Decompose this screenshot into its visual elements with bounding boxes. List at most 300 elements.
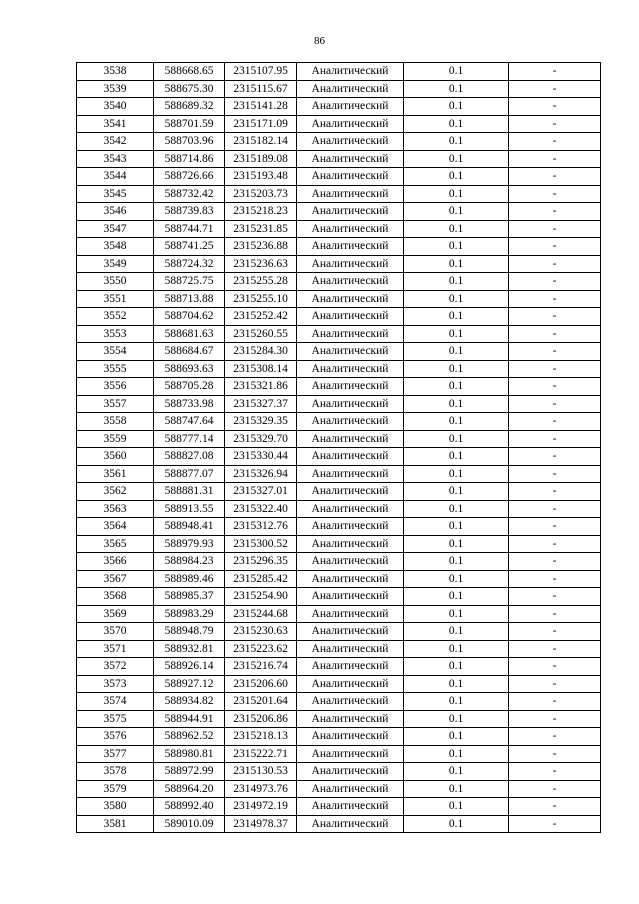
y-coordinate-cell: 2315189.08 <box>225 150 297 168</box>
y-coordinate-cell: 2315244.68 <box>225 605 297 623</box>
coordinates-table-body <box>77 63 601 833</box>
accuracy-cell: 0.1 <box>404 570 509 588</box>
point-number-cell: 3562 <box>77 483 154 501</box>
table-row <box>77 780 601 798</box>
table-row <box>77 710 601 728</box>
accuracy-cell: 0.1 <box>404 255 509 273</box>
method-cell: Аналитический <box>297 133 404 151</box>
table-row <box>77 238 601 256</box>
point-number-cell: 3566 <box>77 553 154 571</box>
accuracy-cell: 0.1 <box>404 360 509 378</box>
y-coordinate-cell: 2315284.30 <box>225 343 297 361</box>
accuracy-cell: 0.1 <box>404 63 509 81</box>
method-cell: Аналитический <box>297 98 404 116</box>
x-coordinate-cell: 588881.31 <box>154 483 225 501</box>
accuracy-cell: 0.1 <box>404 535 509 553</box>
note-cell: - <box>509 395 601 413</box>
method-cell: Аналитический <box>297 815 404 833</box>
y-coordinate-cell: 2314972.19 <box>225 798 297 816</box>
y-coordinate-cell: 2315182.14 <box>225 133 297 151</box>
method-cell: Аналитический <box>297 308 404 326</box>
accuracy-cell: 0.1 <box>404 80 509 98</box>
table-row <box>77 798 601 816</box>
point-number-cell: 3564 <box>77 518 154 536</box>
point-number-cell: 3538 <box>77 63 154 81</box>
accuracy-cell: 0.1 <box>404 133 509 151</box>
method-cell: Аналитический <box>297 518 404 536</box>
accuracy-cell: 0.1 <box>404 815 509 833</box>
y-coordinate-cell: 2315141.28 <box>225 98 297 116</box>
method-cell: Аналитический <box>297 588 404 606</box>
y-coordinate-cell: 2315193.48 <box>225 168 297 186</box>
accuracy-cell: 0.1 <box>404 658 509 676</box>
method-cell: Аналитический <box>297 675 404 693</box>
x-coordinate-cell: 588704.62 <box>154 308 225 326</box>
accuracy-cell: 0.1 <box>404 675 509 693</box>
x-coordinate-cell: 589010.09 <box>154 815 225 833</box>
point-number-cell: 3576 <box>77 728 154 746</box>
note-cell: - <box>509 325 601 343</box>
accuracy-cell: 0.1 <box>404 640 509 658</box>
accuracy-cell: 0.1 <box>404 553 509 571</box>
note-cell: - <box>509 780 601 798</box>
point-number-cell: 3579 <box>77 780 154 798</box>
accuracy-cell: 0.1 <box>404 728 509 746</box>
note-cell: - <box>509 238 601 256</box>
y-coordinate-cell: 2315296.35 <box>225 553 297 571</box>
x-coordinate-cell: 588705.28 <box>154 378 225 396</box>
table-row <box>77 500 601 518</box>
table-row <box>77 693 601 711</box>
accuracy-cell: 0.1 <box>404 220 509 238</box>
accuracy-cell: 0.1 <box>404 623 509 641</box>
note-cell: - <box>509 168 601 186</box>
point-number-cell: 3565 <box>77 535 154 553</box>
point-number-cell: 3539 <box>77 80 154 98</box>
note-cell: - <box>509 273 601 291</box>
note-cell: - <box>509 535 601 553</box>
point-number-cell: 3568 <box>77 588 154 606</box>
table-row <box>77 675 601 693</box>
table-row <box>77 80 601 98</box>
method-cell: Аналитический <box>297 378 404 396</box>
y-coordinate-cell: 2315327.01 <box>225 483 297 501</box>
table-row <box>77 535 601 553</box>
accuracy-cell: 0.1 <box>404 308 509 326</box>
x-coordinate-cell: 588934.82 <box>154 693 225 711</box>
accuracy-cell: 0.1 <box>404 290 509 308</box>
note-cell: - <box>509 150 601 168</box>
point-number-cell: 3578 <box>77 763 154 781</box>
note-cell: - <box>509 465 601 483</box>
table-row <box>77 605 601 623</box>
note-cell: - <box>509 693 601 711</box>
y-coordinate-cell: 2315218.13 <box>225 728 297 746</box>
x-coordinate-cell: 588724.32 <box>154 255 225 273</box>
note-cell: - <box>509 588 601 606</box>
note-cell: - <box>509 675 601 693</box>
y-coordinate-cell: 2315252.42 <box>225 308 297 326</box>
accuracy-cell: 0.1 <box>404 448 509 466</box>
note-cell: - <box>509 220 601 238</box>
y-coordinate-cell: 2315330.44 <box>225 448 297 466</box>
table-row <box>77 360 601 378</box>
note-cell: - <box>509 710 601 728</box>
table-row <box>77 430 601 448</box>
y-coordinate-cell: 2315326.94 <box>225 465 297 483</box>
method-cell: Аналитический <box>297 535 404 553</box>
table-row <box>77 290 601 308</box>
method-cell: Аналитический <box>297 483 404 501</box>
y-coordinate-cell: 2314973.76 <box>225 780 297 798</box>
x-coordinate-cell: 588979.93 <box>154 535 225 553</box>
method-cell: Аналитический <box>297 553 404 571</box>
table-row <box>77 325 601 343</box>
point-number-cell: 3554 <box>77 343 154 361</box>
point-number-cell: 3577 <box>77 745 154 763</box>
method-cell: Аналитический <box>297 623 404 641</box>
y-coordinate-cell: 2315216.74 <box>225 658 297 676</box>
x-coordinate-cell: 588713.88 <box>154 290 225 308</box>
table-row <box>77 658 601 676</box>
point-number-cell: 3548 <box>77 238 154 256</box>
note-cell: - <box>509 360 601 378</box>
point-number-cell: 3580 <box>77 798 154 816</box>
table-row <box>77 150 601 168</box>
y-coordinate-cell: 2315312.76 <box>225 518 297 536</box>
method-cell: Аналитический <box>297 395 404 413</box>
table-row <box>77 63 601 81</box>
accuracy-cell: 0.1 <box>404 588 509 606</box>
accuracy-cell: 0.1 <box>404 465 509 483</box>
y-coordinate-cell: 2315223.62 <box>225 640 297 658</box>
table-row <box>77 815 601 833</box>
accuracy-cell: 0.1 <box>404 483 509 501</box>
point-number-cell: 3552 <box>77 308 154 326</box>
point-number-cell: 3551 <box>77 290 154 308</box>
x-coordinate-cell: 588964.20 <box>154 780 225 798</box>
method-cell: Аналитический <box>297 273 404 291</box>
point-number-cell: 3574 <box>77 693 154 711</box>
note-cell: - <box>509 553 601 571</box>
note-cell: - <box>509 815 601 833</box>
y-coordinate-cell: 2315322.40 <box>225 500 297 518</box>
point-number-cell: 3559 <box>77 430 154 448</box>
y-coordinate-cell: 2315327.37 <box>225 395 297 413</box>
method-cell: Аналитический <box>297 325 404 343</box>
note-cell: - <box>509 115 601 133</box>
note-cell: - <box>509 518 601 536</box>
point-number-cell: 3553 <box>77 325 154 343</box>
y-coordinate-cell: 2315308.14 <box>225 360 297 378</box>
accuracy-cell: 0.1 <box>404 325 509 343</box>
x-coordinate-cell: 588985.37 <box>154 588 225 606</box>
x-coordinate-cell: 588944.91 <box>154 710 225 728</box>
method-cell: Аналитический <box>297 203 404 221</box>
point-number-cell: 3541 <box>77 115 154 133</box>
point-number-cell: 3546 <box>77 203 154 221</box>
note-cell: - <box>509 255 601 273</box>
method-cell: Аналитический <box>297 255 404 273</box>
x-coordinate-cell: 588714.86 <box>154 150 225 168</box>
accuracy-cell: 0.1 <box>404 605 509 623</box>
table-row <box>77 115 601 133</box>
point-number-cell: 3567 <box>77 570 154 588</box>
accuracy-cell: 0.1 <box>404 710 509 728</box>
accuracy-cell: 0.1 <box>404 763 509 781</box>
point-number-cell: 3549 <box>77 255 154 273</box>
y-coordinate-cell: 2315255.28 <box>225 273 297 291</box>
note-cell: - <box>509 63 601 81</box>
x-coordinate-cell: 588739.83 <box>154 203 225 221</box>
x-coordinate-cell: 588675.30 <box>154 80 225 98</box>
note-cell: - <box>509 605 601 623</box>
note-cell: - <box>509 290 601 308</box>
method-cell: Аналитический <box>297 185 404 203</box>
point-number-cell: 3540 <box>77 98 154 116</box>
method-cell: Аналитический <box>297 640 404 658</box>
x-coordinate-cell: 588684.67 <box>154 343 225 361</box>
y-coordinate-cell: 2315222.71 <box>225 745 297 763</box>
x-coordinate-cell: 588681.63 <box>154 325 225 343</box>
point-number-cell: 3570 <box>77 623 154 641</box>
x-coordinate-cell: 588744.71 <box>154 220 225 238</box>
note-cell: - <box>509 80 601 98</box>
point-number-cell: 3558 <box>77 413 154 431</box>
table-row <box>77 483 601 501</box>
accuracy-cell: 0.1 <box>404 518 509 536</box>
table-row <box>77 623 601 641</box>
y-coordinate-cell: 2315130.53 <box>225 763 297 781</box>
method-cell: Аналитический <box>297 605 404 623</box>
table-row <box>77 255 601 273</box>
accuracy-cell: 0.1 <box>404 115 509 133</box>
method-cell: Аналитический <box>297 798 404 816</box>
x-coordinate-cell: 588741.25 <box>154 238 225 256</box>
accuracy-cell: 0.1 <box>404 185 509 203</box>
point-number-cell: 3561 <box>77 465 154 483</box>
point-number-cell: 3560 <box>77 448 154 466</box>
table-row <box>77 395 601 413</box>
table-row <box>77 203 601 221</box>
x-coordinate-cell: 588689.32 <box>154 98 225 116</box>
x-coordinate-cell: 588693.63 <box>154 360 225 378</box>
x-coordinate-cell: 588992.40 <box>154 798 225 816</box>
table-row <box>77 570 601 588</box>
method-cell: Аналитический <box>297 80 404 98</box>
x-coordinate-cell: 588927.12 <box>154 675 225 693</box>
accuracy-cell: 0.1 <box>404 413 509 431</box>
y-coordinate-cell: 2315300.52 <box>225 535 297 553</box>
accuracy-cell: 0.1 <box>404 745 509 763</box>
accuracy-cell: 0.1 <box>404 693 509 711</box>
method-cell: Аналитический <box>297 360 404 378</box>
method-cell: Аналитический <box>297 115 404 133</box>
method-cell: Аналитический <box>297 63 404 81</box>
coordinates-table <box>76 62 601 833</box>
x-coordinate-cell: 588972.99 <box>154 763 225 781</box>
table-row <box>77 640 601 658</box>
method-cell: Аналитический <box>297 343 404 361</box>
table-row <box>77 343 601 361</box>
note-cell: - <box>509 623 601 641</box>
y-coordinate-cell: 2315231.85 <box>225 220 297 238</box>
note-cell: - <box>509 413 601 431</box>
method-cell: Аналитический <box>297 780 404 798</box>
table-row <box>77 588 601 606</box>
point-number-cell: 3550 <box>77 273 154 291</box>
x-coordinate-cell: 588983.29 <box>154 605 225 623</box>
table-row <box>77 448 601 466</box>
method-cell: Аналитический <box>297 658 404 676</box>
accuracy-cell: 0.1 <box>404 238 509 256</box>
method-cell: Аналитический <box>297 150 404 168</box>
method-cell: Аналитический <box>297 290 404 308</box>
accuracy-cell: 0.1 <box>404 168 509 186</box>
x-coordinate-cell: 588726.66 <box>154 168 225 186</box>
y-coordinate-cell: 2315107.95 <box>225 63 297 81</box>
y-coordinate-cell: 2315260.55 <box>225 325 297 343</box>
x-coordinate-cell: 588984.23 <box>154 553 225 571</box>
method-cell: Аналитический <box>297 465 404 483</box>
accuracy-cell: 0.1 <box>404 378 509 396</box>
y-coordinate-cell: 2315206.60 <box>225 675 297 693</box>
x-coordinate-cell: 588732.42 <box>154 185 225 203</box>
note-cell: - <box>509 98 601 116</box>
point-number-cell: 3547 <box>77 220 154 238</box>
table-row <box>77 168 601 186</box>
y-coordinate-cell: 2315329.70 <box>225 430 297 448</box>
method-cell: Аналитический <box>297 570 404 588</box>
table-row <box>77 728 601 746</box>
accuracy-cell: 0.1 <box>404 273 509 291</box>
y-coordinate-cell: 2315206.86 <box>225 710 297 728</box>
note-cell: - <box>509 763 601 781</box>
method-cell: Аналитический <box>297 763 404 781</box>
point-number-cell: 3543 <box>77 150 154 168</box>
note-cell: - <box>509 745 601 763</box>
table-row <box>77 273 601 291</box>
x-coordinate-cell: 588948.41 <box>154 518 225 536</box>
note-cell: - <box>509 483 601 501</box>
x-coordinate-cell: 588913.55 <box>154 500 225 518</box>
y-coordinate-cell: 2315321.86 <box>225 378 297 396</box>
note-cell: - <box>509 185 601 203</box>
note-cell: - <box>509 728 601 746</box>
x-coordinate-cell: 588980.81 <box>154 745 225 763</box>
accuracy-cell: 0.1 <box>404 430 509 448</box>
x-coordinate-cell: 588926.14 <box>154 658 225 676</box>
note-cell: - <box>509 343 601 361</box>
note-cell: - <box>509 378 601 396</box>
x-coordinate-cell: 588948.79 <box>154 623 225 641</box>
note-cell: - <box>509 500 601 518</box>
x-coordinate-cell: 588725.75 <box>154 273 225 291</box>
y-coordinate-cell: 2315171.09 <box>225 115 297 133</box>
y-coordinate-cell: 2315254.90 <box>225 588 297 606</box>
y-coordinate-cell: 2315285.42 <box>225 570 297 588</box>
x-coordinate-cell: 588827.08 <box>154 448 225 466</box>
method-cell: Аналитический <box>297 238 404 256</box>
y-coordinate-cell: 2315236.63 <box>225 255 297 273</box>
point-number-cell: 3544 <box>77 168 154 186</box>
point-number-cell: 3571 <box>77 640 154 658</box>
table-row <box>77 185 601 203</box>
y-coordinate-cell: 2315203.73 <box>225 185 297 203</box>
accuracy-cell: 0.1 <box>404 98 509 116</box>
y-coordinate-cell: 2315230.63 <box>225 623 297 641</box>
note-cell: - <box>509 430 601 448</box>
table-row <box>77 378 601 396</box>
y-coordinate-cell: 2315218.23 <box>225 203 297 221</box>
note-cell: - <box>509 798 601 816</box>
page-number: 86 <box>314 35 325 47</box>
point-number-cell: 3542 <box>77 133 154 151</box>
table-row <box>77 220 601 238</box>
note-cell: - <box>509 640 601 658</box>
y-coordinate-cell: 2315201.64 <box>225 693 297 711</box>
table-row <box>77 133 601 151</box>
method-cell: Аналитический <box>297 220 404 238</box>
method-cell: Аналитический <box>297 448 404 466</box>
point-number-cell: 3569 <box>77 605 154 623</box>
method-cell: Аналитический <box>297 710 404 728</box>
point-number-cell: 3557 <box>77 395 154 413</box>
table-row <box>77 763 601 781</box>
accuracy-cell: 0.1 <box>404 343 509 361</box>
accuracy-cell: 0.1 <box>404 500 509 518</box>
y-coordinate-cell: 2315115.67 <box>225 80 297 98</box>
x-coordinate-cell: 588877.07 <box>154 465 225 483</box>
y-coordinate-cell: 2315236.88 <box>225 238 297 256</box>
accuracy-cell: 0.1 <box>404 395 509 413</box>
accuracy-cell: 0.1 <box>404 780 509 798</box>
y-coordinate-cell: 2314978.37 <box>225 815 297 833</box>
accuracy-cell: 0.1 <box>404 150 509 168</box>
table-row <box>77 413 601 431</box>
method-cell: Аналитический <box>297 745 404 763</box>
point-number-cell: 3572 <box>77 658 154 676</box>
table-row <box>77 745 601 763</box>
note-cell: - <box>509 308 601 326</box>
note-cell: - <box>509 570 601 588</box>
accuracy-cell: 0.1 <box>404 798 509 816</box>
accuracy-cell: 0.1 <box>404 203 509 221</box>
x-coordinate-cell: 588962.52 <box>154 728 225 746</box>
table-row <box>77 98 601 116</box>
x-coordinate-cell: 588733.98 <box>154 395 225 413</box>
table-row <box>77 465 601 483</box>
method-cell: Аналитический <box>297 430 404 448</box>
table-row <box>77 308 601 326</box>
x-coordinate-cell: 588747.64 <box>154 413 225 431</box>
x-coordinate-cell: 588932.81 <box>154 640 225 658</box>
point-number-cell: 3581 <box>77 815 154 833</box>
table-row <box>77 518 601 536</box>
note-cell: - <box>509 133 601 151</box>
x-coordinate-cell: 588703.96 <box>154 133 225 151</box>
y-coordinate-cell: 2315255.10 <box>225 290 297 308</box>
point-number-cell: 3573 <box>77 675 154 693</box>
method-cell: Аналитический <box>297 413 404 431</box>
x-coordinate-cell: 588777.14 <box>154 430 225 448</box>
x-coordinate-cell: 588989.46 <box>154 570 225 588</box>
method-cell: Аналитический <box>297 500 404 518</box>
point-number-cell: 3545 <box>77 185 154 203</box>
point-number-cell: 3575 <box>77 710 154 728</box>
method-cell: Аналитический <box>297 168 404 186</box>
point-number-cell: 3563 <box>77 500 154 518</box>
